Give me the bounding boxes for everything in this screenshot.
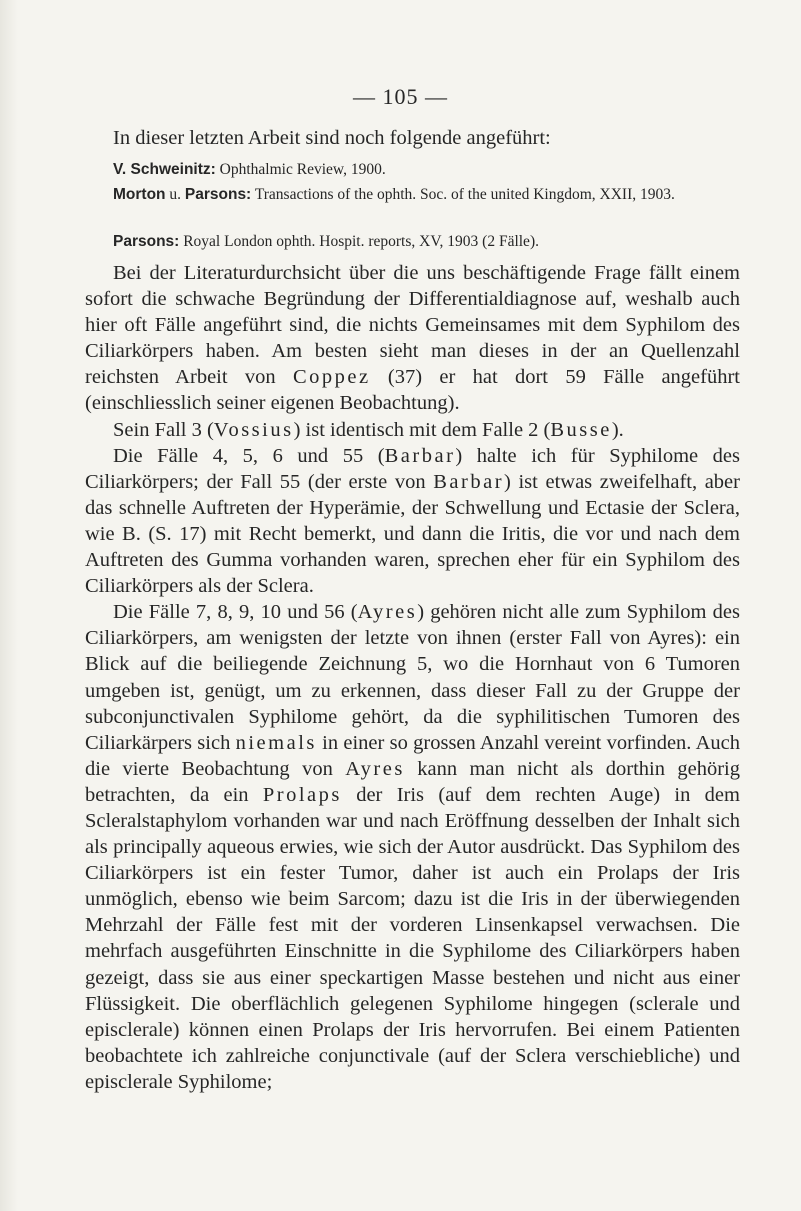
page-edge-shadow [0,0,18,1211]
spaced-name: Coppez [292,366,371,389]
reference-item [113,232,763,252]
paragraph-text: ) halte ich für Syphilome des Ciliarkörpers; der Fall 55 (der erste von [85,444,741,493]
paragraph-text: der Iris (auf dem rechten Auge) in dem Scleralstaphylom vorhanden war und nach Eröffnung desselben der Inhalt sich als principally aqueous erwies, wie sich der Autor ausdrückt. Das Syphilom des Ciliarkörpers ist ein fester Tumor, daher ist auch ein Prolaps der Iris unmöglich, ebenso wie beim Sarcom; dazu ist die Iris in der überwiegenden Mehrzahl der Fälle fest mit der vorderen Linsenkapsel verwachsen. Die mehrfach ausgeführten Einschnitte in die Syphilome des Ciliarkörpers haben gezeigt, dass sie aus einer speckartigen Masse bestehen und nicht aus einer Flüssigkeit. Die oberflächlich gelegenen Syphilome hingegen (sclerale und episclerale) können einen Prolaps der Iris hervorrufen. Bei einem Patienten beobachtete ich zahlreiche conjunctivale (auf der Sclera verschiebliche) und episclerale Syphilome; [85,783,740,1093]
spaced-name: Prolaps [262,783,342,806]
reference-source: Transactions of the ophth. Soc. of the united Kingdom, XXII, 1903. [251,186,675,203]
reference-item [113,160,763,180]
body-paragraph [85,599,740,1095]
reference-source: Ophthalmic Review, 1900. [215,161,386,178]
paragraph-text: Die Fälle 4, 5, 6 und 55 ( [113,444,385,467]
body-paragraph [85,417,740,443]
reference-source: Royal London ophth. Hospit. reports, XV, 1903 (2 Fälle). [179,233,539,250]
spaced-name: Barbar [384,444,456,467]
paragraph-text: in einer so grossen Anzahl vereint vorfinden. Auch die vierte Beobachtung von [85,731,740,780]
page-number: — 105 — [353,84,448,109]
body-paragraph [85,260,740,417]
body-text [85,260,740,1095]
paragraph-text: ). [611,418,624,441]
reference-author: V. Schweinitz: [113,161,216,178]
paragraph-text: (37) er hat dort 59 Fälle angeführt (einschliesslich seiner eigenen Beobachtung). [85,366,741,415]
paragraph-text: Die Fälle 7, 8, 9, 10 und 56 ( [113,601,358,624]
reference-author: Morton [113,186,166,203]
spaced-name: niemals [235,731,317,754]
paragraph-text: ) gehören nicht alle zum Syphilom des Ciliarkörpers, am wenigsten der letzte von ihnen (erster Fall von Ayres): ein Blick auf die beiliegende Zeichnung 5, wo die Hornhaut von 6 Tumoren umgeben ist, genügt, um zu erkennen, dass dieser Fall zu der Gruppe der subconjunctivalen Syphilome gehört, da die syphilitischen Tumoren des Ciliarkärpers sich [85,601,740,754]
paragraph-text: Sein Fall 3 ( [113,418,214,441]
reference-author: Parsons: [113,233,180,250]
paragraph-text: kann man nicht als dorthin gehörig betrachten, da ein [85,757,740,806]
reference-author: Parsons: [184,186,252,203]
spaced-name: Barbar [433,470,505,493]
reference-item [113,185,770,205]
reference-conjunction: u. [165,186,185,203]
spaced-name: Busse [550,418,612,441]
paragraph-text: ) ist identisch mit dem Falle 2 ( [293,418,551,441]
spaced-name: Ayres [345,757,405,780]
paragraph-text: Bei der Literaturdurchsicht über die uns beschäftigende Frage fällt einem sofort die schwache Begründung der Differentialdiagnose auf, weshalb auch hier oft Fälle angeführt sind, die nichts Gemeinsames mit dem Syphilom des Ciliarkörpers haben. Am besten sieht man dieses in der an Quellenzahl reichsten Arbeit von [85,262,740,389]
body-paragraph [85,443,740,600]
spaced-name: Ayres [357,601,418,624]
spaced-name: Vossius [213,418,294,441]
reference-intro: In dieser letzten Arbeit sind noch folgende angeführt: [113,127,551,149]
paragraph-text: ) ist etwas zweifelhaft, aber das schnelle Auftreten der Hyperämie, der Schwellung und Ectasie der Sclera, wie B. (S. 17) mit Recht bemerkt, und dann die Iritis, die vor und nach dem Auftreten des Gumma vorhanden waren, sprechen eher für ein Syphilom des Ciliarkörpers als der Sclera. [85,470,740,598]
